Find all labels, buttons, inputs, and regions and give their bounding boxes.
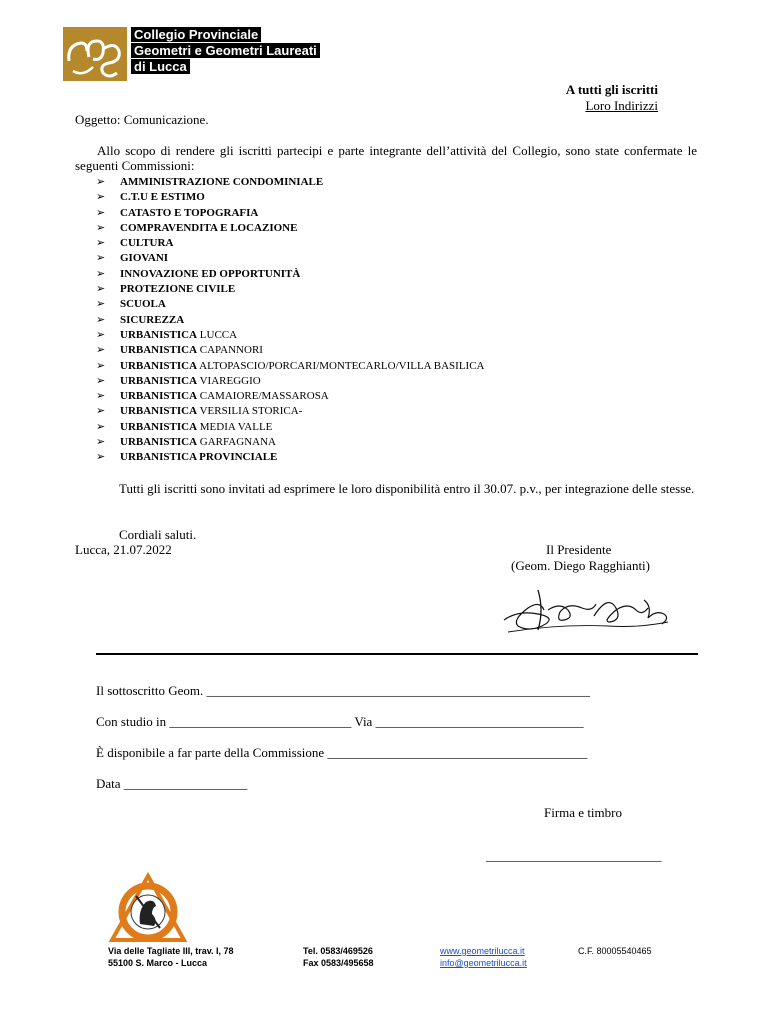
arrow-bullet-icon: ➢ [96, 206, 106, 219]
arrow-bullet-icon: ➢ [96, 420, 106, 433]
committee-item [96, 221, 485, 236]
committee-name: AMMINISTRAZIONE CONDOMINIALE [120, 176, 324, 188]
closing-greeting: Cordiali saluti. [119, 527, 197, 542]
form-studio-line: Con studio in ____________________________ Via ________________________________ [96, 714, 584, 729]
committee-name: SCUOLA [120, 298, 166, 311]
divider-rule [96, 653, 698, 655]
committee-area: LUCCA [197, 328, 238, 341]
footer-fax: Fax 0583/495658 [303, 958, 374, 968]
president-title: Il Presidente [546, 542, 612, 557]
arrow-bullet-icon: ➢ [96, 313, 106, 326]
committee-item [96, 404, 485, 419]
committee-area: MEDIA VALLE [197, 420, 273, 433]
committee-item [96, 374, 485, 389]
addressee-address: Loro Indirizzi [585, 98, 658, 113]
committee-area: ALTOPASCIO/PORCARI/MONTECARLO/VILLA BASILICA [197, 359, 485, 372]
committee-item [96, 420, 485, 435]
committee-item [96, 282, 485, 297]
arrow-bullet-icon: ➢ [96, 221, 106, 234]
place-date: Lucca, 21.07.2022 [75, 542, 172, 557]
arrow-bullet-icon: ➢ [96, 451, 106, 464]
committee-item [96, 450, 485, 465]
footer-address-line-1: Via delle Tagliate III, trav. I, 78 [108, 946, 234, 956]
committee-name: GIOVANI [120, 252, 169, 265]
arrow-bullet-icon: ➢ [96, 191, 106, 204]
footer-tax-code: C.F. 80005540465 [578, 946, 652, 956]
president-name: (Geom. Diego Ragghianti) [511, 558, 650, 573]
arrow-bullet-icon: ➢ [96, 176, 106, 188]
org-name-line-1: Collegio Provinciale [131, 27, 261, 42]
arrow-bullet-icon: ➢ [96, 252, 106, 265]
committee-name: URBANISTICA [120, 328, 198, 341]
form-date-line: Data ___________________ [96, 776, 248, 791]
seal-logo [108, 872, 188, 948]
arrow-bullet-icon: ➢ [96, 267, 106, 280]
signature-line: ___________________________ [486, 848, 662, 863]
committee-name: C.T.U E ESTIMO [120, 191, 205, 204]
committee-name: URBANISTICA [120, 390, 198, 403]
committee-name: URBANISTICA [120, 374, 198, 387]
arrow-bullet-icon: ➢ [96, 359, 106, 372]
arrow-bullet-icon: ➢ [96, 344, 106, 357]
arrow-bullet-icon: ➢ [96, 390, 106, 403]
committee-area: CAPANNORI [197, 344, 263, 357]
footer-website-link[interactable]: www.geometrilucca.it [440, 946, 525, 956]
subject-line: Oggetto: Comunicazione. [75, 112, 209, 127]
logo-mark-icon [63, 27, 127, 81]
committee-name: CATASTO E TOPOGRAFIA [120, 206, 259, 219]
committee-name: URBANISTICA [120, 405, 198, 418]
addressee-block [566, 82, 658, 114]
invite-paragraph: Tutti gli iscritti sono invitati ad esprimere le loro disponibilità entro il 30.07. p.v., per integrazione delle stesse. [119, 481, 695, 496]
committee-name: URBANISTICA PROVINCIALE [120, 451, 278, 464]
committee-name: URBANISTICA [120, 359, 198, 372]
intro-paragraph: Allo scopo di rendere gli iscritti partecipi e parte integrante dell’attività del Collegio, sono state confermate le seguenti Commissioni: [75, 143, 697, 173]
committee-name: URBANISTICA [120, 344, 198, 357]
committee-item [96, 435, 485, 450]
committee-area: CAMAIORE/MASSAROSA [197, 390, 329, 403]
committee-item [96, 236, 485, 251]
committee-area: VERSILIA STORICA- [197, 405, 303, 418]
form-name-line: Il sottoscritto Geom. ___________________________________________________________ [96, 683, 590, 698]
committee-item [96, 190, 485, 205]
committee-name: PROTEZIONE CIVILE [120, 283, 236, 296]
committee-item [96, 175, 485, 190]
arrow-bullet-icon: ➢ [96, 328, 106, 341]
committee-item [96, 389, 485, 404]
footer-tel: Tel. 0583/469526 [303, 946, 373, 956]
committee-item [96, 343, 485, 358]
committee-area: VIAREGGIO [197, 374, 261, 387]
committee-name: COMPRAVENDITA E LOCAZIONE [120, 221, 298, 234]
form-commission-line: È disponibile a far parte della Commissione ________________________________________ [96, 745, 588, 760]
committee-name: SICUREZZA [120, 313, 185, 326]
committee-name: CULTURA [120, 237, 174, 250]
footer-links [440, 945, 527, 969]
logo [63, 27, 127, 81]
committee-name: URBANISTICA [120, 436, 198, 449]
committee-item [96, 251, 485, 266]
organization-name [131, 27, 320, 75]
committee-item [96, 313, 485, 328]
addressee-recipients: A tutti gli iscritti [565, 82, 658, 97]
arrow-bullet-icon: ➢ [96, 405, 106, 418]
committee-area: GARFAGNANA [197, 436, 276, 449]
committee-name: URBANISTICA [120, 420, 198, 433]
org-name-line-3: di Lucca [131, 59, 190, 74]
arrow-bullet-icon: ➢ [96, 374, 106, 387]
committee-item [96, 328, 485, 343]
footer-email-link[interactable]: info@geometrilucca.it [440, 958, 527, 968]
committee-item [96, 297, 485, 312]
committee-item [96, 206, 485, 221]
committee-name: INNOVAZIONE ED OPPORTUNITÀ [120, 267, 301, 280]
footer-address [108, 945, 234, 969]
arrow-bullet-icon: ➢ [96, 298, 106, 311]
arrow-bullet-icon: ➢ [96, 436, 106, 449]
committee-list [96, 175, 485, 466]
signature-label: Firma e timbro [544, 805, 622, 820]
footer-address-line-2: 55100 S. Marco - Lucca [108, 958, 208, 968]
arrow-bullet-icon: ➢ [96, 283, 106, 296]
committee-item [96, 359, 485, 374]
handwritten-signature [498, 580, 678, 646]
footer-phone [303, 945, 374, 969]
org-name-line-2: Geometri e Geometri Laureati [131, 43, 320, 58]
committee-item [96, 267, 485, 282]
arrow-bullet-icon: ➢ [96, 237, 106, 250]
